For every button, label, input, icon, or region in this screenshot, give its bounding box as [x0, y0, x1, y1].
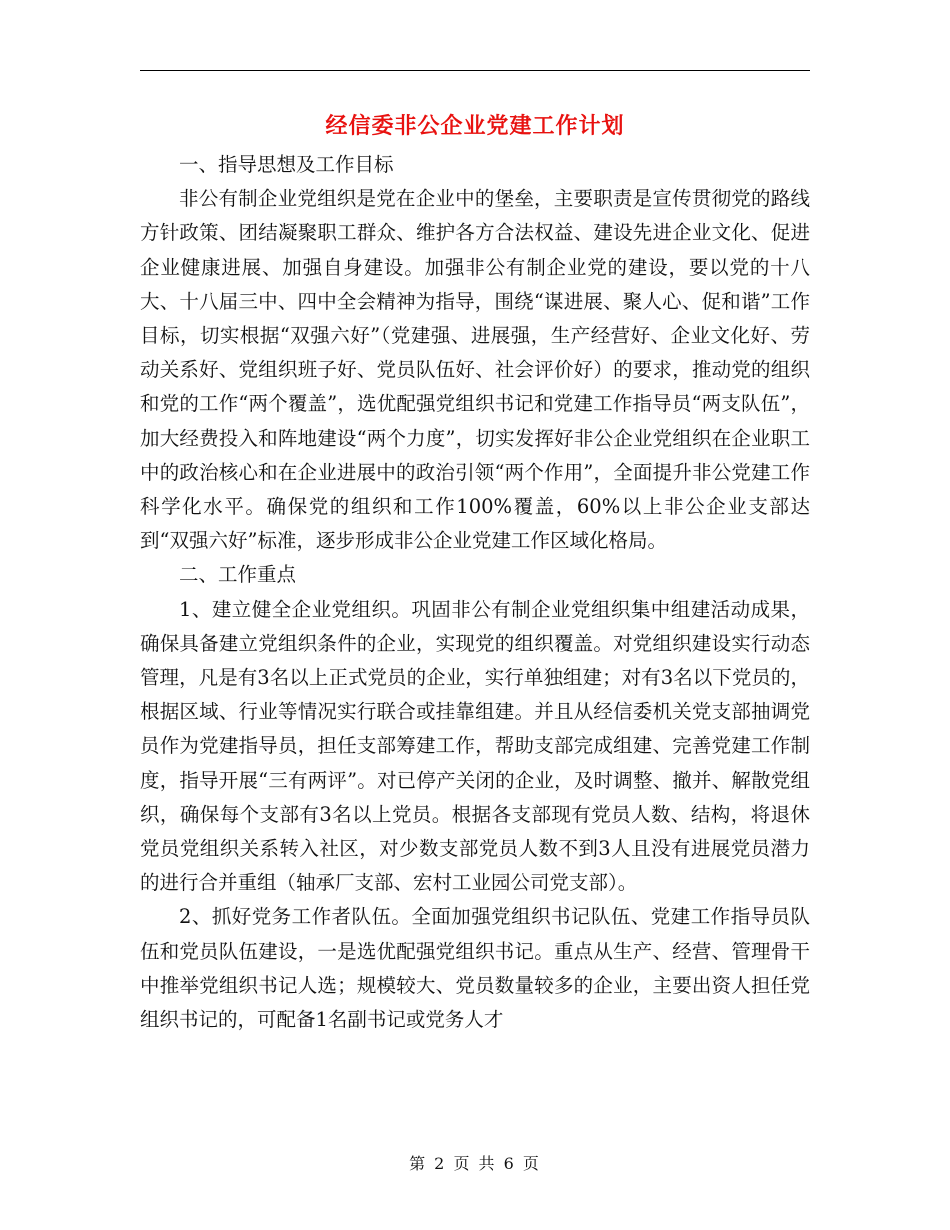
section-heading: 一、指导思想及工作目标 [179, 153, 394, 176]
document-title: 经信委非公企业党建工作计划 [325, 113, 625, 139]
header-rule [140, 70, 810, 71]
body-paragraph: 非公有制企业党组织是党在企业中的堡垒，主要职责是宣传贯彻党的路线方针政策、团结凝聚职工群众、维护各方合法权益、建设先进企业文化、促进企业健康进展、加强自身建设。加强非公有制企业党的建设，要以党的十八大、十八届三中、四中全会精神为指导，围绕“谋进展、聚人心、促和谐”工作目标，切实根据“双强六好”（党建强、进展强，生产经营好、企业文化好、劳动关系好、党组织班子好、党员队伍好、社会评价好）的要求，推动党的组织和党的工作“两个覆盖”，选优配强党组织书记和党建工作指导员“两支队伍”，加大经费投入和阵地建设“两个力度”，切实发挥好非公企业党组织在企业职工中的政治核心和在企业进展中的政治引领“两个作用”，全面提升非公党建工作科学化水平。确保党的组织和工作100%覆盖，60%以上非公企业支部达到“双强六好”标准，逐步形成非公企业党建工作区域化格局。 [140, 187, 810, 553]
section-heading: 二、工作重点 [179, 563, 297, 587]
document-body [140, 148, 810, 1037]
page-number-footer: 第 2 页 共 6 页 [409, 1154, 541, 1173]
body-paragraph: 2、抓好党务工作者队伍。全面加强党组织书记队伍、党建工作指导员队伍和党员队伍建设，一是选优配强党组织书记。重点从生产、经营、管理骨干中推举党组织书记人选；规模较大、党员数量较多的企业，主要出资人担任党组织书记的，可配备1名副书记或党务人才 [140, 905, 810, 1032]
body-paragraph: 1、建立健全企业党组织。巩固非公有制企业党组织集中组建活动成果，确保具备建立党组织条件的企业，实现党的组织覆盖。对党组织建设实行动态管理，凡是有3名以上正式党员的企业，实行单独组建；对有3名以下党员的，根据区域、行业等情况实行联合或挂靠组建。并且从经信委机关党支部抽调党员作为党建指导员，担任支部筹建工作，帮助支部完成组建、完善党建工作制度，指导开展“三有两评”。对已停产关闭的企业，及时调整、撤并、解散党组织，确保每个支部有3名以上党员。根据各支部现有党员人数、结构，将退休党员党组织关系转入社区，对少数支部党员人数不到3人且没有进展党员潜力的进行合并重组（轴承厂支部、宏村工业园公司党支部）。 [140, 597, 810, 895]
